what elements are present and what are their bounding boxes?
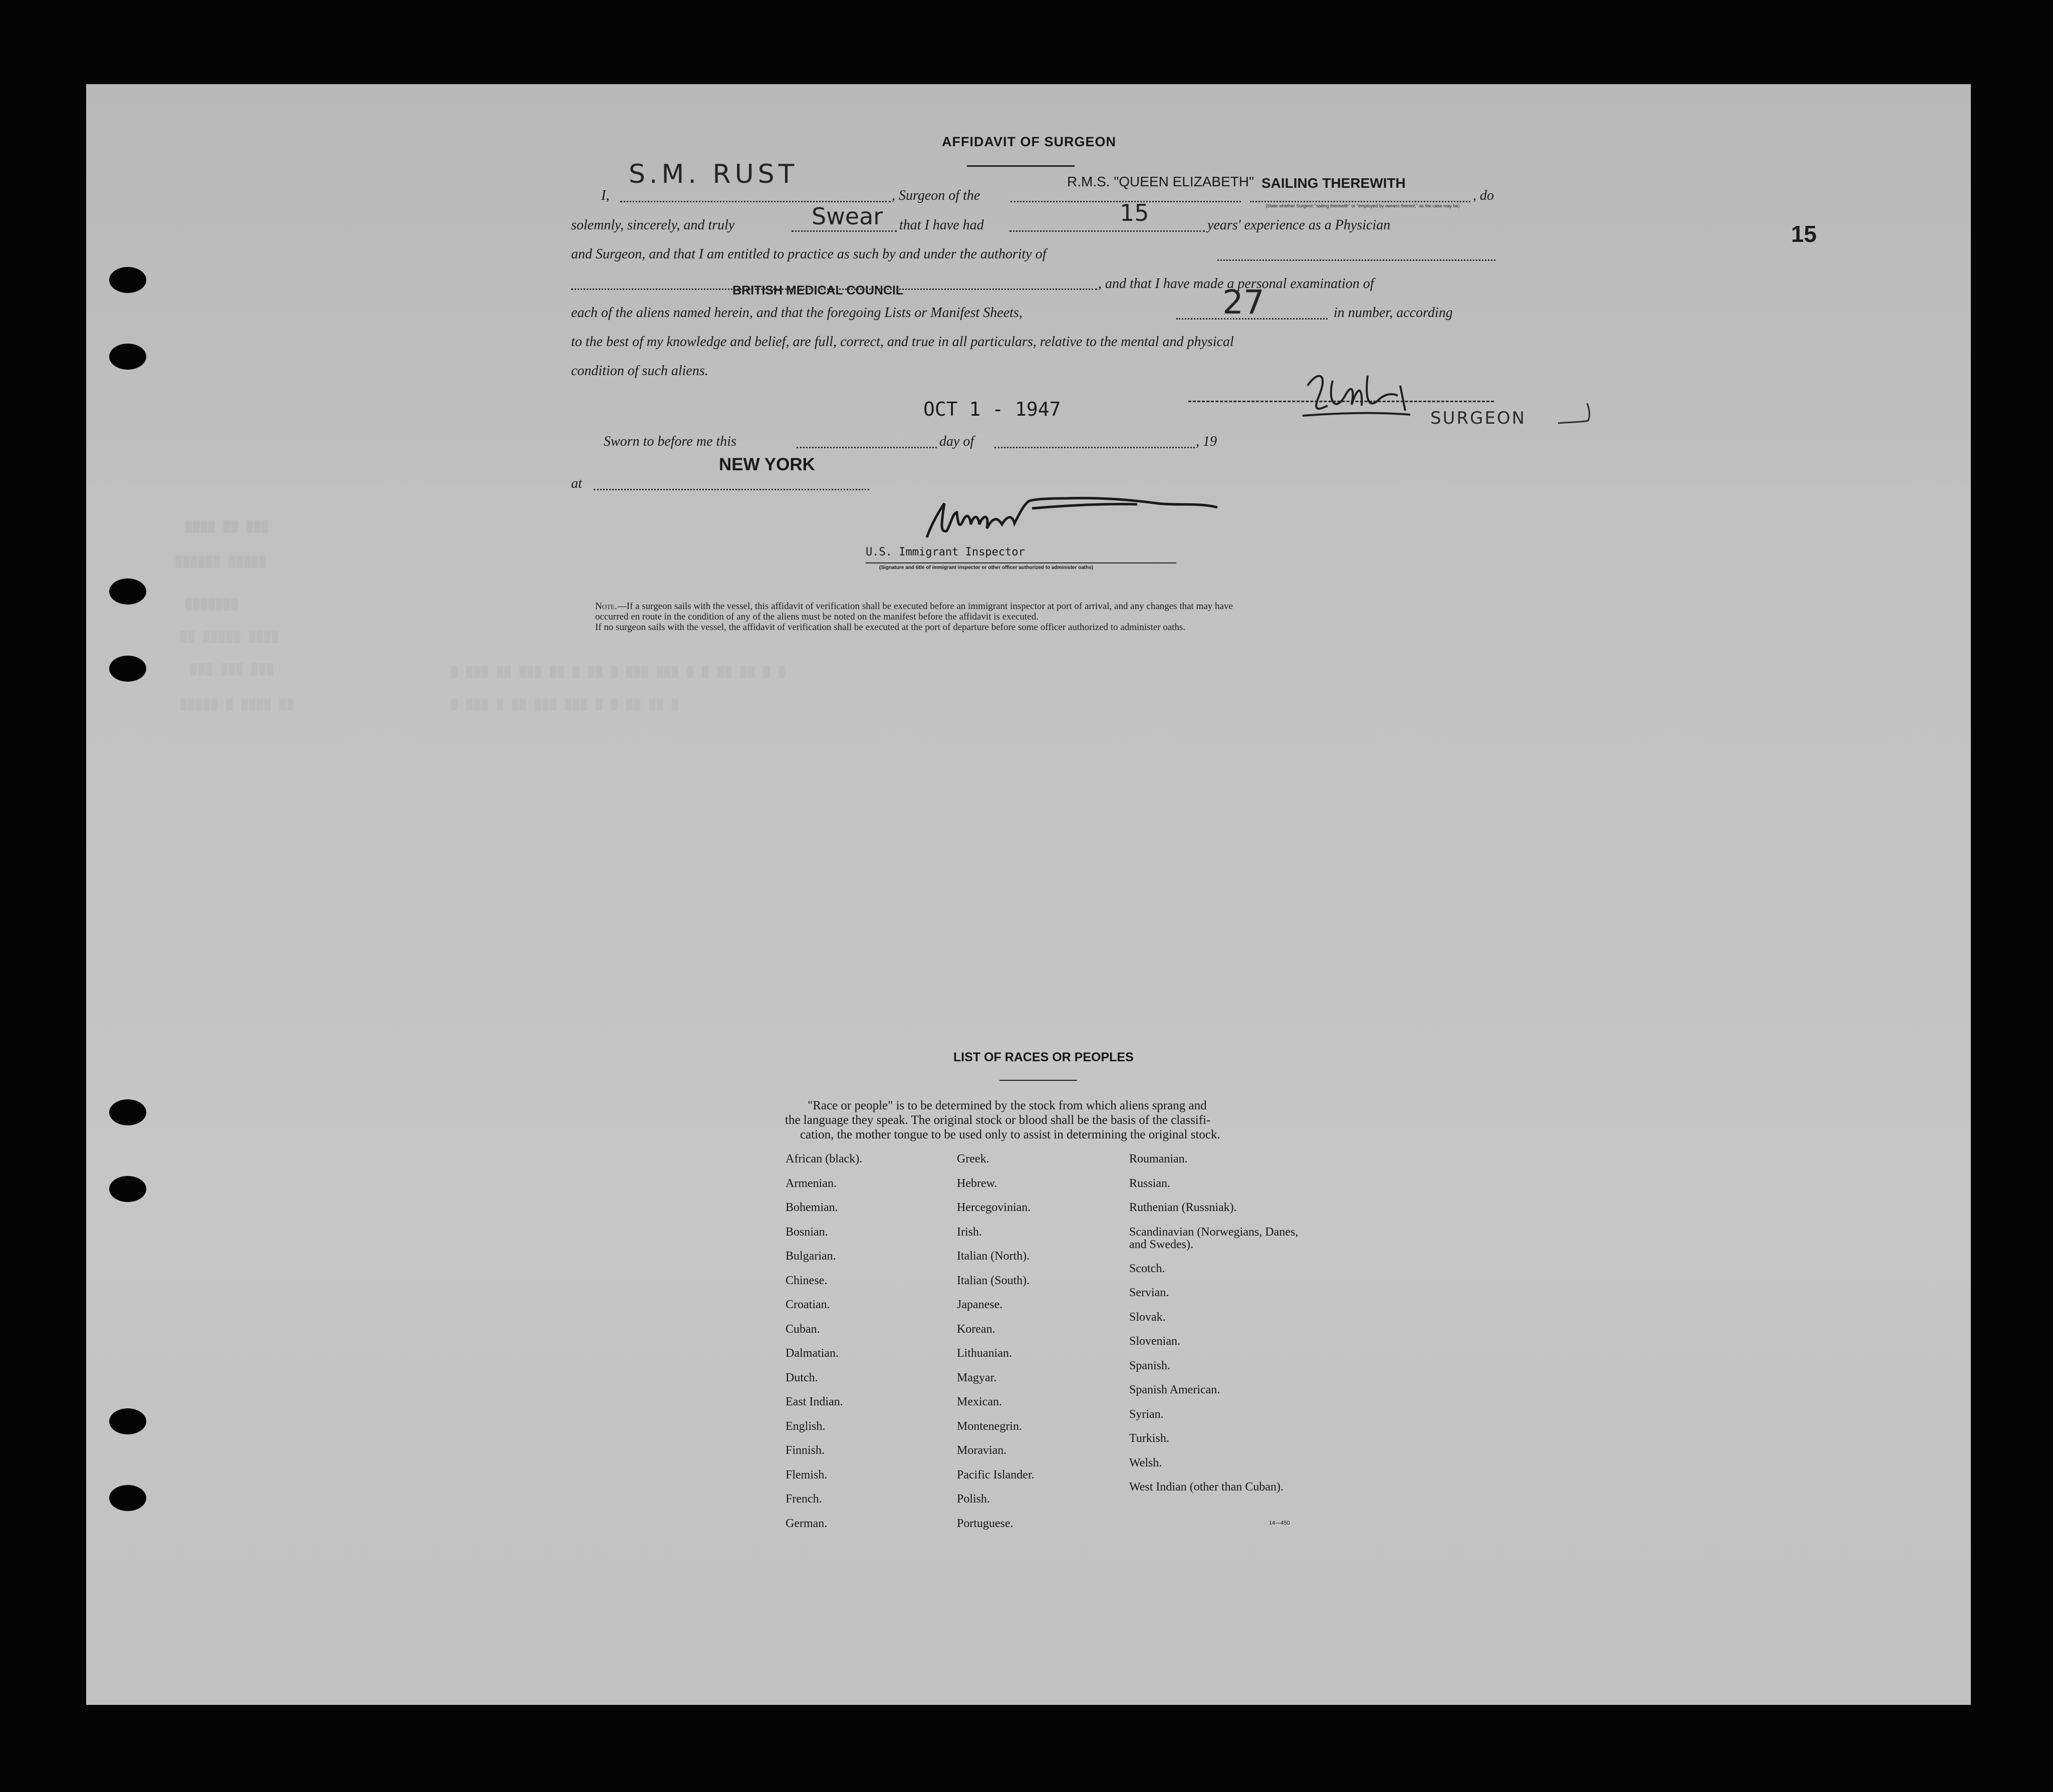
- surgeon-signature: [1298, 366, 1413, 431]
- note-paragraph: [595, 601, 1233, 633]
- bleed-through-mark: ▒ ▒▒▒ ▒ ▒▒ ▒▒▒ ▒▒▒ ▒ ▒ ▒▒ ▒▒ ▒: [451, 699, 680, 711]
- race-item: Lithuanian.: [957, 1347, 1012, 1360]
- races-intro-line: cation, the mother tongue to be used only to assist in determining the original stock.: [800, 1128, 1220, 1141]
- note-line-2: occurred en route in the condition of any of the aliens must be noted on the manifest before the affidavit is executed.: [595, 612, 1039, 622]
- race-item: Slovenian.: [1129, 1335, 1180, 1348]
- race-item: German.: [786, 1517, 828, 1530]
- binder-hole: [109, 267, 146, 293]
- race-item: Bosnian.: [786, 1225, 828, 1239]
- race-item: Dutch.: [786, 1371, 818, 1384]
- race-item: Italian (South).: [957, 1274, 1030, 1287]
- bleed-through-mark: ▒▒▒▒▒ ▒ ▒▒▒▒ ▒▒: [180, 699, 295, 711]
- races-intro-line: "Race or people" is to be determined by the stock from which aliens sprang and: [808, 1099, 1207, 1112]
- race-item: Chinese.: [786, 1274, 828, 1287]
- race-item: Croatian.: [786, 1298, 830, 1311]
- line1-prefix: I,: [601, 188, 610, 203]
- races-intro-line: the language they speak. The original stock or blood shall be the basis of the classifi-: [785, 1113, 1211, 1127]
- race-item: Hebrew.: [957, 1176, 997, 1190]
- form-number: 14—450: [1269, 1520, 1290, 1526]
- inspector-caption: (Signature and title of immigrant inspector or other officer authorized to administer oaths): [879, 565, 1094, 570]
- race-item: Korean.: [957, 1322, 995, 1336]
- races-title: LIST OF RACES OR PEOPLES: [953, 1050, 1134, 1064]
- race-item: Turkish.: [1129, 1432, 1169, 1445]
- line5-prefix: each of the aliens named herein, and that the foregoing Lists or Manifest Sheets,: [571, 305, 1022, 321]
- sworn-day-dotted-line: [797, 447, 937, 448]
- race-item: Italian (North).: [957, 1250, 1030, 1263]
- race-item: French.: [786, 1492, 822, 1506]
- race-item: West Indian (other than Cuban).: [1129, 1480, 1284, 1494]
- line2-prefix: solemnly, sincerely, and truly: [571, 217, 735, 233]
- race-item: Ruthenian (Russniak).: [1129, 1201, 1237, 1214]
- race-item: Welsh.: [1129, 1456, 1162, 1469]
- race-item: Scotch.: [1129, 1262, 1165, 1275]
- note-line-1: —If a surgeon sails with the vessel, this affidavit of verification shall be executed before an immigrant inspector at port of arrival, and any changes that may have: [617, 601, 1233, 612]
- authority-dotted-line: [571, 288, 1097, 290]
- binder-hole: [109, 1176, 146, 1202]
- race-item: Irish.: [957, 1225, 982, 1239]
- race-item: Greek.: [957, 1152, 989, 1165]
- line5-end: in number, according: [1334, 305, 1453, 321]
- race-item: Finnish.: [786, 1444, 825, 1457]
- race-item: Japanese.: [957, 1298, 1003, 1311]
- oath-dotted-line: [792, 230, 897, 232]
- bleed-through-mark: ▒▒ ▒▒▒▒▒ ▒▒▒▒: [180, 631, 280, 644]
- race-item: Magyar.: [957, 1371, 997, 1384]
- surgeon-name-handwritten: S.M. RUST: [629, 159, 799, 189]
- line2-mid: that I have had: [899, 217, 984, 233]
- race-item: Moravian.: [957, 1444, 1007, 1457]
- race-item: Pacific Islander.: [957, 1468, 1035, 1481]
- sheets-handwritten: 27: [1222, 283, 1264, 322]
- race-item: Bulgarian.: [786, 1250, 836, 1263]
- bleed-through-mark: ▒▒▒▒ ▒▒ ▒▒▒: [185, 521, 270, 533]
- page-number: 15: [1791, 221, 1817, 247]
- binder-hole: [109, 1408, 146, 1434]
- authority-stamp: BRITISH MEDICAL COUNCIL: [732, 283, 904, 297]
- sailing-instruction: (State whether Surgeon "sailing therewith" or "employed by owners thereof," as the case may be): [1265, 203, 1460, 208]
- bleed-through-mark: ▒ ▒▒▒ ▒▒ ▒▒▒ ▒▒ ▒ ▒▒ ▒ ▒▒▒ ▒▒▒ ▒ ▒ ▒▒ ▒▒ ▒ ▒: [451, 666, 786, 679]
- affidavit-title: AFFIDAVIT OF SURGEON: [942, 134, 1116, 149]
- at-label: at: [571, 476, 582, 491]
- ship-name-stamp: R.M.S. "QUEEN ELIZABETH": [1067, 174, 1254, 189]
- races-column-3: [1129, 1153, 1310, 1518]
- binder-hole: [109, 1099, 146, 1125]
- signature-flourish: [1553, 398, 1593, 428]
- years-dotted-line: [1009, 230, 1205, 232]
- race-item: Dalmatian.: [786, 1347, 839, 1360]
- bleed-through-mark: ▒▒▒▒▒▒▒: [185, 599, 239, 611]
- race-item: Spanish American.: [1129, 1383, 1220, 1396]
- binder-hole: [109, 1485, 146, 1511]
- race-item: Flemish.: [786, 1468, 828, 1481]
- race-item: African (black).: [786, 1152, 863, 1165]
- line4-end: , and that I have made a personal examination of: [1098, 276, 1374, 291]
- race-item: Scandinavian (Norwegians, Danes, and Swedes).: [1129, 1225, 1299, 1251]
- race-item: Armenian.: [786, 1176, 837, 1190]
- line1-mid: , Surgeon of the: [892, 188, 980, 203]
- line1-end: , do: [1473, 188, 1494, 203]
- oath-handwritten: Swear: [812, 203, 883, 230]
- sworn-day-label: day of: [939, 434, 974, 449]
- race-item: Polish.: [957, 1492, 990, 1506]
- years-handwritten: 15: [1120, 199, 1149, 226]
- line6: to the best of my knowledge and belief, are full, correct, and true in all particulars, relative to the mental and physical: [571, 334, 1234, 350]
- line7: condition of such aliens.: [571, 363, 708, 379]
- line3: and Surgeon, and that I am entitled to practice as such by and under the authority of: [571, 246, 1047, 262]
- race-item: Slovak.: [1129, 1310, 1166, 1324]
- race-item: English.: [786, 1419, 826, 1433]
- sworn-year-label: , 19: [1196, 434, 1217, 449]
- race-item: East Indian.: [786, 1395, 843, 1408]
- inspector-title-stamp: U.S. Immigrant Inspector: [866, 546, 1025, 558]
- sailing-dotted-line: [1250, 201, 1470, 202]
- surgeon-title-handwritten: SURGEON: [1430, 408, 1526, 428]
- note-label: Note.: [595, 601, 617, 612]
- binder-hole: [109, 656, 146, 682]
- binder-hole: [109, 578, 146, 605]
- inspector-signature-line: [866, 562, 1176, 563]
- sworn-prefix: Sworn to before me this: [604, 434, 736, 449]
- surgeon-name-dotted-line: [620, 201, 891, 202]
- races-title-underline: [999, 1080, 1077, 1081]
- place-stamp: NEW YORK: [719, 455, 815, 474]
- note-line-3: If no surgeon sails with the vessel, the affidavit of verification shall be executed at the port of departure before some officer authorized to administer oaths.: [595, 622, 1186, 633]
- race-item: Portuguese.: [957, 1517, 1013, 1530]
- races-column-2: [957, 1153, 1035, 1542]
- race-item: Syrian.: [1129, 1407, 1164, 1421]
- race-item: Hercegovinian.: [957, 1201, 1031, 1214]
- bleed-through-mark: ▒▒▒ ▒▒▒ ▒▒▒: [190, 664, 275, 676]
- title-underline: [967, 165, 1075, 167]
- bleed-through-mark: ▒▒▒▒▒▒ ▒▒▒▒▒: [175, 556, 267, 568]
- races-column-1: [786, 1153, 862, 1542]
- race-item: Roumanian.: [1129, 1152, 1188, 1165]
- sailing-stamp: SAILING THEREWITH: [1261, 175, 1406, 191]
- race-item: Spanish.: [1129, 1359, 1171, 1372]
- race-item: Bohemian.: [786, 1201, 838, 1214]
- authority-dotted-line-upper: [1217, 259, 1495, 261]
- race-item: Cuban.: [786, 1322, 820, 1336]
- race-item: Servian.: [1129, 1286, 1169, 1299]
- place-dotted-line: [594, 489, 869, 490]
- races-intro: [785, 1098, 1296, 1142]
- line2-end: years' experience as a Physician: [1207, 217, 1391, 233]
- race-item: Russian.: [1129, 1176, 1171, 1190]
- date-stamp: OCT 1 - 1947: [923, 398, 1061, 420]
- sworn-month-dotted-line: [994, 447, 1195, 448]
- race-item: Mexican.: [957, 1395, 1002, 1408]
- inspector-signature: [917, 493, 1257, 548]
- race-item: Montenegrin.: [957, 1419, 1022, 1433]
- binder-hole: [109, 344, 146, 370]
